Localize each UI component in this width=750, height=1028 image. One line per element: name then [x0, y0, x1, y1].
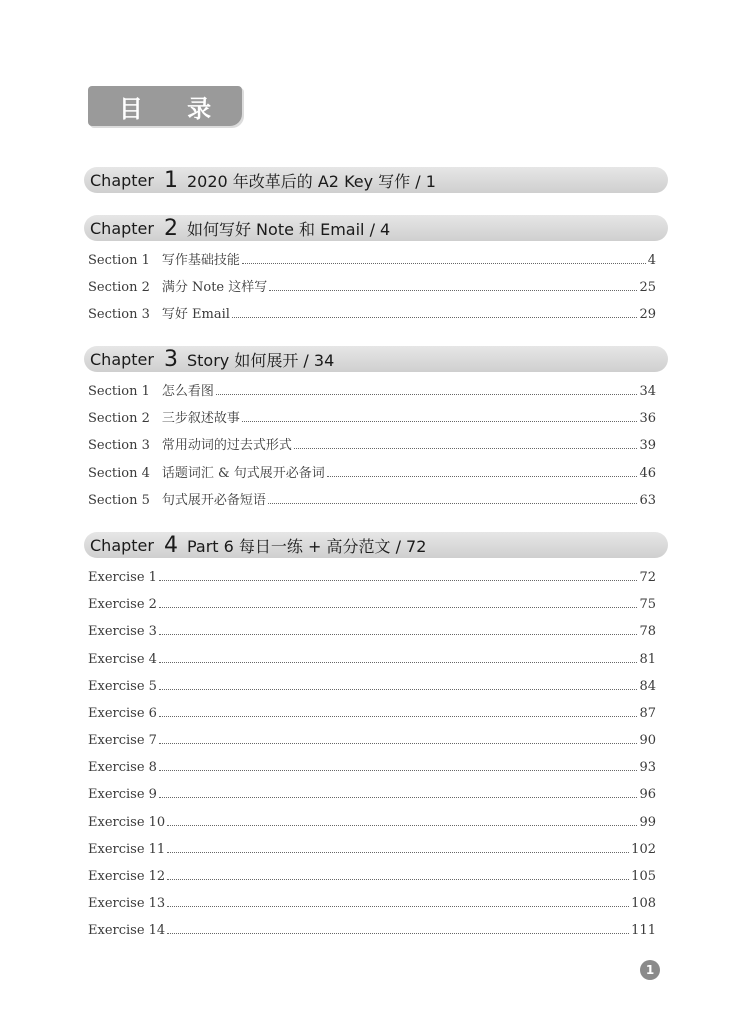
page-ref: 93 — [639, 760, 656, 775]
toc-entry[interactable] — [88, 488, 656, 508]
section-title: 怎么看图 — [161, 384, 214, 399]
toc-entry[interactable] — [88, 406, 656, 426]
dot-leader — [327, 476, 638, 477]
page-ref: 105 — [631, 869, 656, 884]
page-ref: 36 — [639, 411, 656, 426]
section-label: Section 1 — [88, 384, 150, 399]
chapter-title: 如何写好 Note 和 Email / 4 — [186, 219, 391, 239]
chapter-number: 4 — [163, 532, 178, 558]
dot-leader — [167, 879, 629, 880]
page-ref: 108 — [631, 896, 656, 911]
toc-entry[interactable] — [88, 701, 656, 721]
page-ref: 84 — [639, 679, 656, 694]
toc-entry[interactable] — [88, 647, 656, 667]
toc-entry[interactable] — [88, 433, 656, 453]
page-ref: 29 — [639, 307, 656, 322]
section-title: 句式展开必备短语 — [161, 493, 266, 508]
exercise-title: Exercise 11 — [88, 842, 166, 857]
toc-entry[interactable] — [88, 674, 656, 694]
page-title: 目 录 — [88, 86, 242, 126]
exercise-title: Exercise 4 — [88, 652, 157, 667]
toc-entry[interactable] — [88, 619, 656, 639]
chapter-number: 3 — [163, 346, 178, 372]
chapter-title: 2020 年改革后的 A2 Key 写作 / 1 — [186, 171, 436, 191]
toc-entry[interactable] — [88, 248, 656, 268]
page-ref: 75 — [639, 597, 656, 612]
dot-leader — [159, 797, 638, 798]
chapter-word: Chapter — [90, 349, 154, 369]
chapter-number: 1 — [163, 167, 178, 193]
section-label: Section 5 — [88, 493, 150, 508]
page-ref: 72 — [639, 570, 656, 585]
page-ref: 87 — [639, 706, 656, 721]
section-label: Section 3 — [88, 307, 150, 322]
chapter-1-banner[interactable] — [84, 167, 668, 193]
page-ref: 63 — [639, 493, 656, 508]
toc-entry[interactable] — [88, 728, 656, 748]
page-ref: 4 — [647, 253, 656, 268]
dot-leader — [159, 580, 638, 581]
dot-leader — [167, 933, 629, 934]
toc-entry[interactable] — [88, 275, 656, 295]
dot-leader — [167, 906, 629, 907]
page-ref: 81 — [639, 652, 656, 667]
toc-entry[interactable] — [88, 592, 656, 612]
dot-leader — [294, 448, 638, 449]
dot-leader — [242, 421, 638, 422]
dot-leader — [159, 634, 638, 635]
exercise-title: Exercise 2 — [88, 597, 157, 612]
chapter-title: Part 6 每日一练 + 高分范文 / 72 — [186, 536, 427, 556]
dot-leader — [159, 607, 638, 608]
section-title: 写作基础技能 — [161, 253, 240, 268]
dot-leader — [268, 503, 638, 504]
dot-leader — [159, 662, 638, 663]
toc-entry[interactable] — [88, 837, 656, 857]
section-title: 满分 Note 这样写 — [161, 280, 268, 295]
toc-entry[interactable] — [88, 918, 656, 938]
toc-entry[interactable] — [88, 864, 656, 884]
toc-entry[interactable] — [88, 810, 656, 830]
section-title: 常用动词的过去式形式 — [161, 438, 292, 453]
section-label: Section 2 — [88, 411, 150, 426]
toc-entry[interactable] — [88, 302, 656, 322]
page-ref: 39 — [639, 438, 656, 453]
exercise-title: Exercise 12 — [88, 869, 166, 884]
page-ref: 102 — [631, 842, 656, 857]
exercise-title: Exercise 9 — [88, 787, 157, 802]
chapter-word: Chapter — [90, 218, 154, 238]
dot-leader — [269, 290, 637, 291]
page-ref: 34 — [639, 384, 656, 399]
page-ref: 99 — [639, 815, 656, 830]
page-ref: 78 — [639, 624, 656, 639]
page-ref: 90 — [639, 733, 656, 748]
dot-leader — [232, 317, 638, 318]
toc-entry[interactable] — [88, 379, 656, 399]
dot-leader — [216, 394, 638, 395]
section-label: Section 4 — [88, 466, 150, 481]
exercise-title: Exercise 14 — [88, 923, 166, 938]
chapter-word: Chapter — [90, 535, 154, 555]
exercise-title: Exercise 1 — [88, 570, 157, 585]
section-title: 三步叙述故事 — [161, 411, 240, 426]
exercise-title: Exercise 13 — [88, 896, 166, 911]
chapter-word: Chapter — [90, 170, 154, 190]
section-label: Section 2 — [88, 280, 150, 295]
section-label: Section 1 — [88, 253, 150, 268]
section-title: 写好 Email — [161, 307, 230, 322]
exercise-title: Exercise 5 — [88, 679, 157, 694]
toc-entry[interactable] — [88, 461, 656, 481]
section-label: Section 3 — [88, 438, 150, 453]
exercise-title: Exercise 6 — [88, 706, 157, 721]
page-ref: 96 — [639, 787, 656, 802]
exercise-title: Exercise 7 — [88, 733, 157, 748]
page-ref: 111 — [631, 923, 656, 938]
chapter-title: Story 如何展开 / 34 — [186, 350, 335, 370]
dot-leader — [159, 770, 638, 771]
toc-entry[interactable] — [88, 565, 656, 585]
page-ref: 25 — [639, 280, 656, 295]
page-ref: 46 — [639, 466, 656, 481]
chapter-2-banner[interactable] — [84, 215, 668, 241]
dot-leader — [167, 852, 629, 853]
dot-leader — [159, 743, 638, 744]
chapter-3-banner[interactable] — [84, 346, 668, 372]
exercise-title: Exercise 10 — [88, 815, 166, 830]
dot-leader — [167, 825, 637, 826]
exercise-title: Exercise 8 — [88, 760, 157, 775]
dot-leader — [159, 716, 638, 717]
exercise-title: Exercise 3 — [88, 624, 157, 639]
section-title: 话题词汇 & 句式展开必备词 — [161, 466, 325, 481]
dot-leader — [159, 689, 638, 690]
toc-entry[interactable] — [88, 782, 656, 802]
page-number-badge: 1 — [640, 960, 660, 980]
toc-entry[interactable] — [88, 755, 656, 775]
chapter-number: 2 — [163, 215, 178, 241]
toc-entry[interactable] — [88, 891, 656, 911]
dot-leader — [242, 263, 646, 264]
chapter-4-banner[interactable] — [84, 532, 668, 558]
